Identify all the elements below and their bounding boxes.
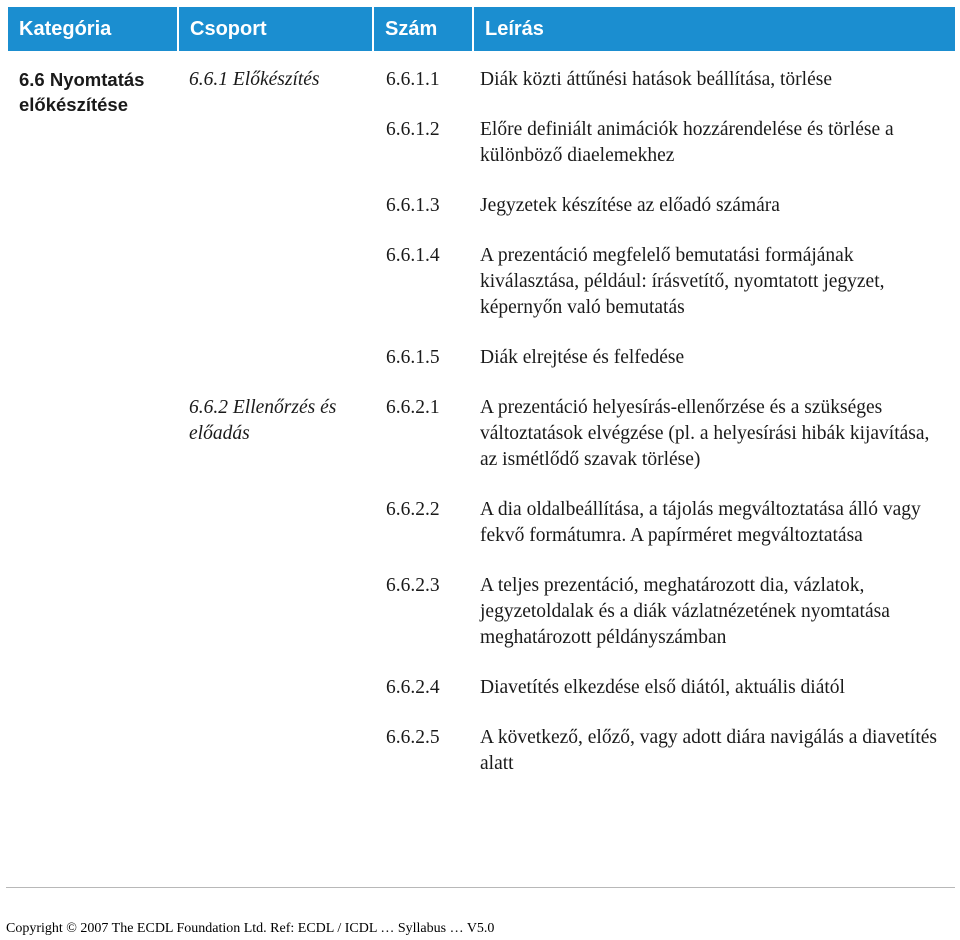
item-number: 6.6.1.1	[373, 51, 473, 103]
item-number: 6.6.2.5	[373, 711, 473, 787]
item-description: Diavetítés elkezdése első diától, aktuális diától	[473, 661, 955, 711]
item-number: 6.6.1.5	[373, 331, 473, 381]
item-description: Előre definiált animációk hozzárendelése és törlése a különböző diaelemekhez	[473, 103, 955, 179]
table-header-row	[8, 7, 955, 51]
table-row	[8, 51, 955, 103]
item-number: 6.6.2.3	[373, 559, 473, 661]
header-szam: Szám	[373, 7, 473, 51]
item-number: 6.6.2.2	[373, 483, 473, 559]
category-cell: 6.6 Nyomtatás előkészítése	[8, 51, 178, 787]
footer-copyright: Copyright © 2007 The ECDL Foundation Ltd. Ref: ECDL / ICDL … Syllabus … V5.0	[6, 921, 495, 936]
item-description: Diák elrejtése és felfedése	[473, 331, 955, 381]
item-description: A teljes prezentáció, meghatározott dia, vázlatok, jegyzetoldalak és a diák vázlatnézetének nyomtatása meghatározott példányszámban	[473, 559, 955, 661]
item-number: 6.6.2.1	[373, 381, 473, 483]
item-description: A dia oldalbeállítása, a tájolás megváltoztatása álló vagy fekvő formátumra. A papírméret megváltoztatása	[473, 483, 955, 559]
footer-divider	[6, 887, 955, 888]
item-number: 6.6.1.4	[373, 229, 473, 331]
item-description: Diák közti áttűnési hatások beállítása, törlése	[473, 51, 955, 103]
item-description: A következő, előző, vagy adott diára navigálás a diavetítés alatt	[473, 711, 955, 787]
header-csoport: Csoport	[178, 7, 373, 51]
item-description: Jegyzetek készítése az előadó számára	[473, 179, 955, 229]
item-description: A prezentáció megfelelő bemutatási formájának kiválasztása, például: írásvetítő, nyomtatott jegyzet, képernyőn való bemutatás	[473, 229, 955, 331]
item-number: 6.6.1.2	[373, 103, 473, 179]
header-leiras: Leírás	[473, 7, 955, 51]
syllabus-table	[8, 7, 955, 787]
item-number: 6.6.1.3	[373, 179, 473, 229]
item-description: A prezentáció helyesírás-ellenőrzése és a szükséges változtatások elvégzése (pl. a helyesírási hibák kijavítása, az ismétlődő szavak törlése)	[473, 381, 955, 483]
header-kategoria: Kategória	[8, 7, 178, 51]
group-cell: 6.6.2 Ellenőrzés és előadás	[178, 381, 373, 787]
item-number: 6.6.2.4	[373, 661, 473, 711]
group-cell: 6.6.1 Előkészítés	[178, 51, 373, 381]
